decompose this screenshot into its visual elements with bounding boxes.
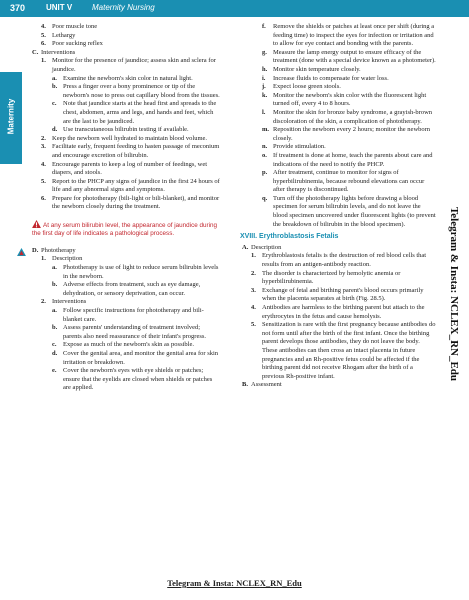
list-text: Encourage parents to keep a log of number of feedings, wet diapers, and stools. <box>52 160 208 177</box>
list-item <box>30 126 220 135</box>
list-text: Phototherapy is use of light to reduce serum bilirubin levels in the newborn. <box>63 264 219 280</box>
list-text: Adverse effects from treatment, such as eye damage, dehydration, or sensory deprivation, can occur. <box>63 281 201 297</box>
priority-triangle-icon <box>17 248 26 256</box>
list-text: If treatment is done at home, teach the parents about care and indications of the need to notify the PHCP. <box>273 151 433 168</box>
list-text: Antibodies are harmless to the birthing parent but attach to the erythrocytes in the fetus and cause hemolysis. <box>262 304 425 320</box>
list-item <box>240 381 436 390</box>
section-heading: XVIII. Erythroblastosis Fetalis <box>240 233 339 241</box>
list-text: Use transcutaneous bilirubin testing if available. <box>63 126 189 134</box>
list-marker: 5. <box>251 321 256 329</box>
right-column <box>240 23 436 390</box>
list-marker: 2. <box>41 134 46 142</box>
list-marker: e. <box>52 367 57 375</box>
list-marker: b. <box>52 83 58 91</box>
list-item <box>240 23 436 49</box>
list-item <box>30 161 220 178</box>
list-item <box>240 287 436 304</box>
list-item <box>240 143 436 152</box>
list-text: Note that jaundice starts at the head first and spreads to the chest, abdomen, arms and legs, and hands and feet, which are the last to be jaundiced. <box>63 100 217 125</box>
list-text: Monitor the newborn's skin color with the fluorescent light turned off, every 4 to 8 hours. <box>273 91 427 108</box>
list-text: Sensitization is rare with the first pregnancy because antibodies do not form until after the birth of the first infant. Once the birthing parent develops those antibodies, they do not leave the body. These antibodies can then cross an intact placenta in future pregnancies and an Rh-positive fetus could be affected if the birthing parent did not receive Rhogam after the birth of a previous Rh-positive infant. <box>262 321 436 380</box>
list-text: Poor sucking reflex <box>52 40 103 48</box>
alert-box <box>30 220 220 239</box>
list-marker: D. <box>32 246 39 254</box>
list-marker: A. <box>242 243 249 251</box>
page-header <box>0 0 469 17</box>
subject-label: Maternity Nursing <box>92 3 155 12</box>
list-marker: 1. <box>251 252 256 260</box>
list-text: Interventions <box>41 48 76 56</box>
list-item <box>240 169 436 195</box>
warning-icon <box>32 220 41 228</box>
list-item <box>30 75 220 84</box>
list-item <box>240 92 436 109</box>
list-item <box>30 135 220 144</box>
list-marker: 5. <box>41 31 46 39</box>
list-marker: m. <box>262 126 270 134</box>
list-marker: c. <box>52 341 57 349</box>
list-marker: 1. <box>41 255 46 263</box>
list-marker: b. <box>52 281 58 289</box>
list-marker: 6. <box>41 40 46 48</box>
side-watermark <box>439 140 469 460</box>
list-item <box>30 324 220 341</box>
list-text: Assessment <box>251 381 282 389</box>
list-text: Examine the newborn's skin color in natural light. <box>63 74 193 82</box>
list-item <box>240 75 436 84</box>
list-marker: p. <box>262 169 268 177</box>
list-item <box>240 66 436 75</box>
list-item <box>30 255 220 264</box>
list-text: The disorder is characterized by hemolytic anemia or hyperbilirubinemia. <box>262 269 401 286</box>
list-marker: f. <box>262 23 266 30</box>
list-item <box>240 270 436 287</box>
list-marker: 4. <box>251 304 256 311</box>
list-marker: k. <box>262 91 268 99</box>
list-marker: 2. <box>251 269 256 277</box>
list-text: Provide stimulation. <box>273 143 326 151</box>
left-column <box>30 23 220 393</box>
list-text: Expose as much of the newborn's skin as possible. <box>63 341 194 349</box>
list-item <box>30 23 220 32</box>
list-item <box>240 126 436 143</box>
alert-text: At any serum bilirubin level, the appearance of jaundice during the first day of life indicates a pathological process. <box>32 222 217 238</box>
list-text: Reposition the newborn every 2 hours; monitor the newborn closely. <box>273 126 431 142</box>
page-number: 370 <box>10 3 26 13</box>
list-item <box>30 350 220 367</box>
section-side-tab <box>0 72 22 164</box>
list-marker: d. <box>52 350 58 357</box>
list-marker: n. <box>262 143 268 151</box>
list-text: Assess parents' understanding of treatment involved; parents also need reassurance of their infant's progress. <box>63 324 207 340</box>
list-item <box>240 195 436 229</box>
list-marker: d. <box>52 126 58 134</box>
list-item <box>240 83 436 92</box>
list-item <box>30 32 220 41</box>
list-text: Cover the newborn's eyes with eye shields or patches; ensure that the eyelids are closed when shields or patches are applied. <box>63 367 213 392</box>
list-marker: c. <box>52 100 57 108</box>
list-text: Poor muscle tone <box>52 23 98 30</box>
erythroblastosis-list <box>240 244 436 390</box>
list-item <box>30 307 220 324</box>
list-item <box>30 100 220 126</box>
list-item <box>240 252 436 269</box>
list-text: Prepare for phototherapy (bili-light or bili-blanket), and monitor the newborn closely during the treatment. <box>52 194 220 211</box>
list-item <box>30 298 220 307</box>
footer-watermark: Telegram & Insta: NCLEX_RN_Edu <box>167 578 302 588</box>
list-marker: o. <box>262 151 267 159</box>
list-text: Lethargy <box>52 31 76 39</box>
list-text: Follow specific instructions for phototherapy and bili-blanket care. <box>63 307 204 323</box>
list-text: Description <box>52 255 83 263</box>
list-item <box>30 143 220 160</box>
list-text: Expect loose green stools. <box>273 83 341 91</box>
list-marker: 6. <box>41 194 46 202</box>
list-text: Monitor for the presence of jaundice; assess skin and sclera for jaundice. <box>52 57 216 73</box>
unit-label: UNIT V <box>46 3 73 12</box>
list-text: Monitor skin temperature closely. <box>273 65 361 73</box>
list-item <box>30 83 220 100</box>
list-marker: 4. <box>41 160 46 168</box>
list-item <box>240 244 436 253</box>
list-item <box>30 264 220 281</box>
list-item <box>30 367 220 393</box>
list-item <box>240 49 436 66</box>
list-marker: 1. <box>41 57 46 65</box>
list-text: Exchange of fetal and birthing parent's blood occurs primarily when the placenta separates at birth (Fig. 28.5). <box>262 286 424 303</box>
list-marker: a. <box>52 264 57 272</box>
list-text: Report to the PHCP any signs of jaundice in the first 24 hours of life and any abnormal signs and symptoms. <box>52 177 220 194</box>
list-text: Description <box>251 243 282 251</box>
list-item <box>30 40 220 49</box>
list-text: Phototherapy <box>41 246 76 254</box>
list-text: Cover the genital area, and monitor the genital area for skin irritation or breakdown. <box>63 350 219 366</box>
list-marker: h. <box>262 65 268 73</box>
left-list <box>30 23 220 212</box>
phototherapy-list <box>30 247 220 393</box>
list-marker: 2. <box>41 298 46 306</box>
list-marker: g. <box>262 48 267 56</box>
list-marker: 5. <box>41 177 46 185</box>
list-text: After treatment, continue to monitor for signs of hyperbilirubinemia, because rebound elevations can occur after therapy is discontinued. <box>273 169 425 194</box>
list-marker: i. <box>262 74 266 82</box>
list-marker: B. <box>242 381 248 389</box>
list-item <box>30 178 220 195</box>
list-marker: j. <box>262 83 266 91</box>
list-text: Measure the lamp energy output to ensure efficacy of the treatment (done with a special device known as a photometer). <box>273 48 436 65</box>
list-text: Press a finger over a bony prominence or tip of the newborn's nose to press out capillary blood from the tissues. <box>63 83 220 99</box>
list-text: Keep the newborn well hydrated to maintain blood volume. <box>52 134 208 142</box>
list-item <box>30 281 220 298</box>
list-marker: 3. <box>41 143 46 151</box>
list-text: Remove the shields or patches at least once per shift (during a feeding time) to inspect the eyes for infection or irritation and to allow for eye contact and bonding with the parents. <box>273 23 435 48</box>
list-item <box>240 304 436 321</box>
list-item <box>30 195 220 212</box>
list-item <box>30 49 220 58</box>
list-marker: a. <box>52 307 57 315</box>
list-marker: l. <box>262 108 266 116</box>
list-item <box>240 321 436 381</box>
side-tab-label: Maternity <box>6 98 16 135</box>
list-text: Monitor the skin for bronze baby syndrome, a grayish-brown discoloration of the skin, a complication of phototherapy. <box>273 108 433 125</box>
list-item <box>240 109 436 126</box>
right-list <box>240 23 436 229</box>
list-text: Interventions <box>52 298 87 306</box>
list-item <box>240 152 436 169</box>
list-marker: 4. <box>41 23 46 30</box>
list-item <box>30 57 220 74</box>
list-text: Erythroblastosis fetalis is the destruction of red blood cells that results from an antigen-antibody reaction. <box>262 252 427 269</box>
list-marker: 3. <box>251 286 256 294</box>
list-text: Facilitate early, frequent feeding to hasten passage of meconium and encourage excretion of bilirubin. <box>52 143 220 159</box>
list-item <box>30 247 220 256</box>
side-watermark-text: Telegram & Insta: NCLEX_RN_Edu <box>448 206 460 382</box>
list-text: Increase fluids to compensate for water loss. <box>273 74 389 82</box>
list-marker: C. <box>32 48 39 56</box>
list-marker: a. <box>52 74 57 82</box>
list-item <box>30 341 220 350</box>
list-marker: q. <box>262 194 268 202</box>
list-marker: b. <box>52 324 58 332</box>
list-text: Turn off the phototherapy lights before drawing a blood specimen for serum bilirubin levels, and do not leave the blood specimen uncovered under fluorescent lights (to prevent the breakdown of bilirubin in the blood specimen). <box>273 194 436 228</box>
